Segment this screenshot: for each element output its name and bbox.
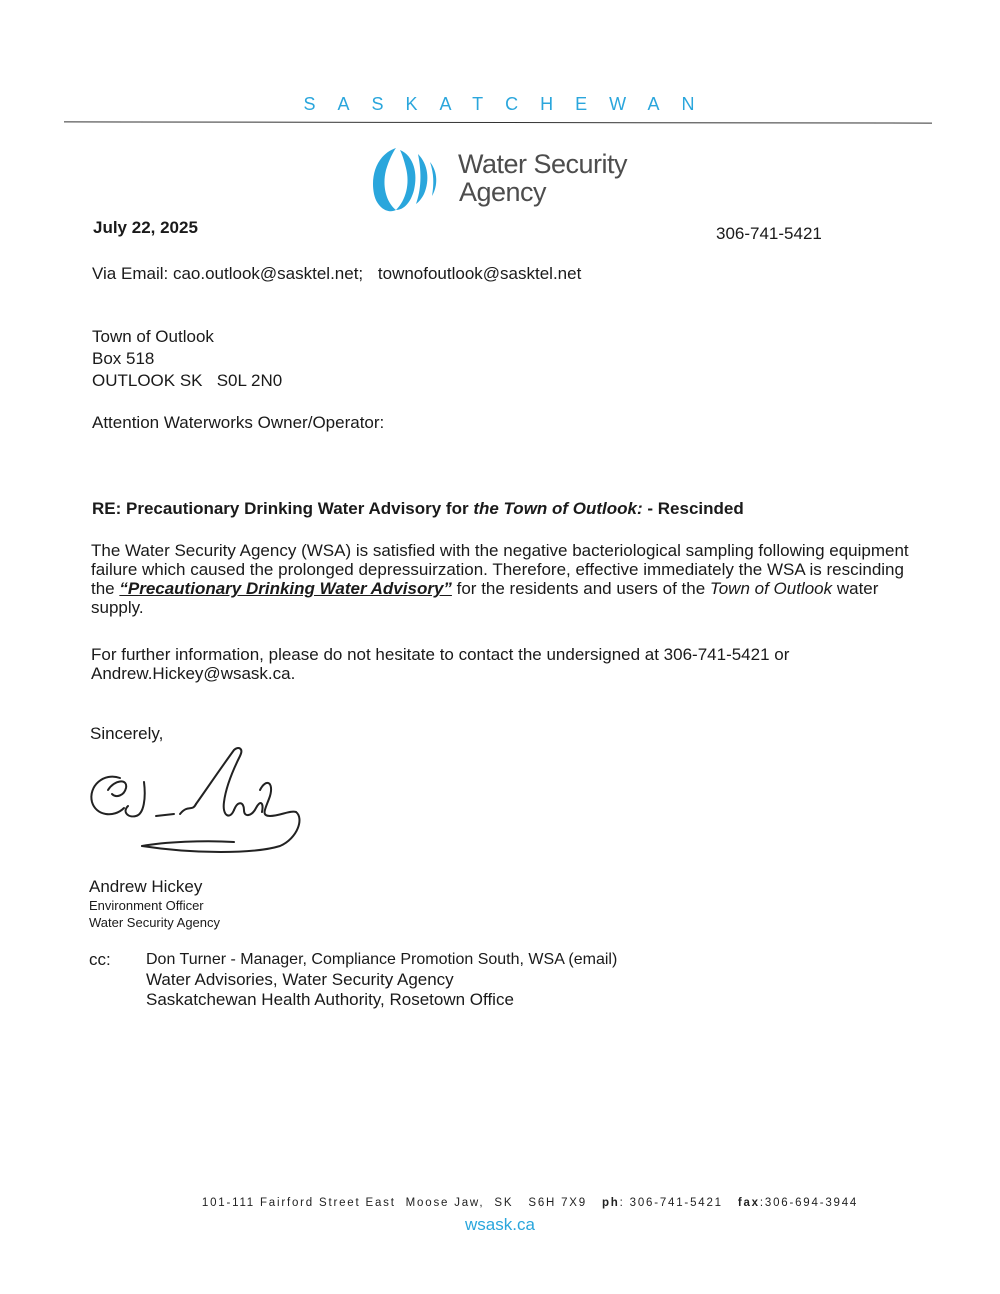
body-paragraph-1 [91,541,921,617]
para1-text-c: water supply. [91,579,879,617]
address-line: OUTLOOK SK S0L 2N0 [92,371,283,390]
signature-image [84,742,304,860]
cc-label: cc: [89,950,111,969]
province-wordmark: SASKATCHEWAN [303,94,717,114]
signer-name: Andrew Hickey [89,877,203,896]
logo-line-1: Water Security [458,149,628,179]
address-line: Box 518 [92,349,155,368]
logo-line-2: Agency [459,177,547,207]
letter-date: July 22, 2025 [93,218,198,237]
signer-title: Environment Officer [89,898,204,913]
body-paragraph-2: For further information, please do not hesitate to contact the undersigned at 306-741-5421 or Andrew.Hickey@wsask.ca. [91,645,790,683]
via-label: Via Email: [92,264,169,283]
email-1: cao.outlook@sasktel.net; [172,264,364,283]
subject-suffix: - Rescinded [642,499,744,518]
header-rule [64,121,932,123]
email-2: townofoutlook@sasktel.net [377,264,582,283]
agency-logo-text [458,150,627,206]
signer-block [89,877,220,931]
closing: Sincerely, [90,724,164,743]
footer-street: 101-111 Fairford Street East Moose Jaw, SK [201,1197,514,1209]
signer-org: Water Security Agency [89,915,221,930]
attention-line: Attention Waterworks Owner/Operator: [92,413,385,432]
para1-town: Town of Outlook [709,579,833,598]
para1-text: The Water Security Agency (WSA) is satisfied with the negative bacteriological sampling following equipment failure which caused the prolonged depressuirzation. Therefore, effective immediately the WSA is rescinding the [91,541,909,598]
via-email-line [92,264,581,284]
cc-list [146,950,617,1010]
subject-town: the Town of Outlook: [473,499,643,518]
footer-fax-label: fax [737,1197,760,1209]
footer-postal: S6H 7X9 [528,1197,587,1209]
footer-address [0,1197,1000,1209]
header-phone: 306-741-5421 [716,224,822,243]
advisory-name: “Precautionary Drinking Water Advisory” [119,579,452,598]
footer-fax: :306-694-3944 [759,1197,859,1209]
cc-item: Water Advisories, Water Security Agency [146,970,454,989]
water-drops-logo-icon [366,144,446,216]
cc-item: Don Turner - Manager, Compliance Promotion South, WSA (email) [146,951,618,968]
footer-website-link[interactable]: wsask.ca [465,1215,535,1234]
address-line: Town of Outlook [92,327,214,346]
recipient-address [92,326,282,392]
para1-text-b: for the residents and users of the [451,579,710,598]
cc-item: Saskatchewan Health Authority, Rosetown Office [146,990,514,1009]
footer-ph-label: ph [601,1197,620,1209]
subject-line [92,499,744,519]
subject-prefix: RE: Precautionary Drinking Water Advisory for [92,499,474,518]
footer-ph: : 306-741-5421 [619,1197,723,1209]
